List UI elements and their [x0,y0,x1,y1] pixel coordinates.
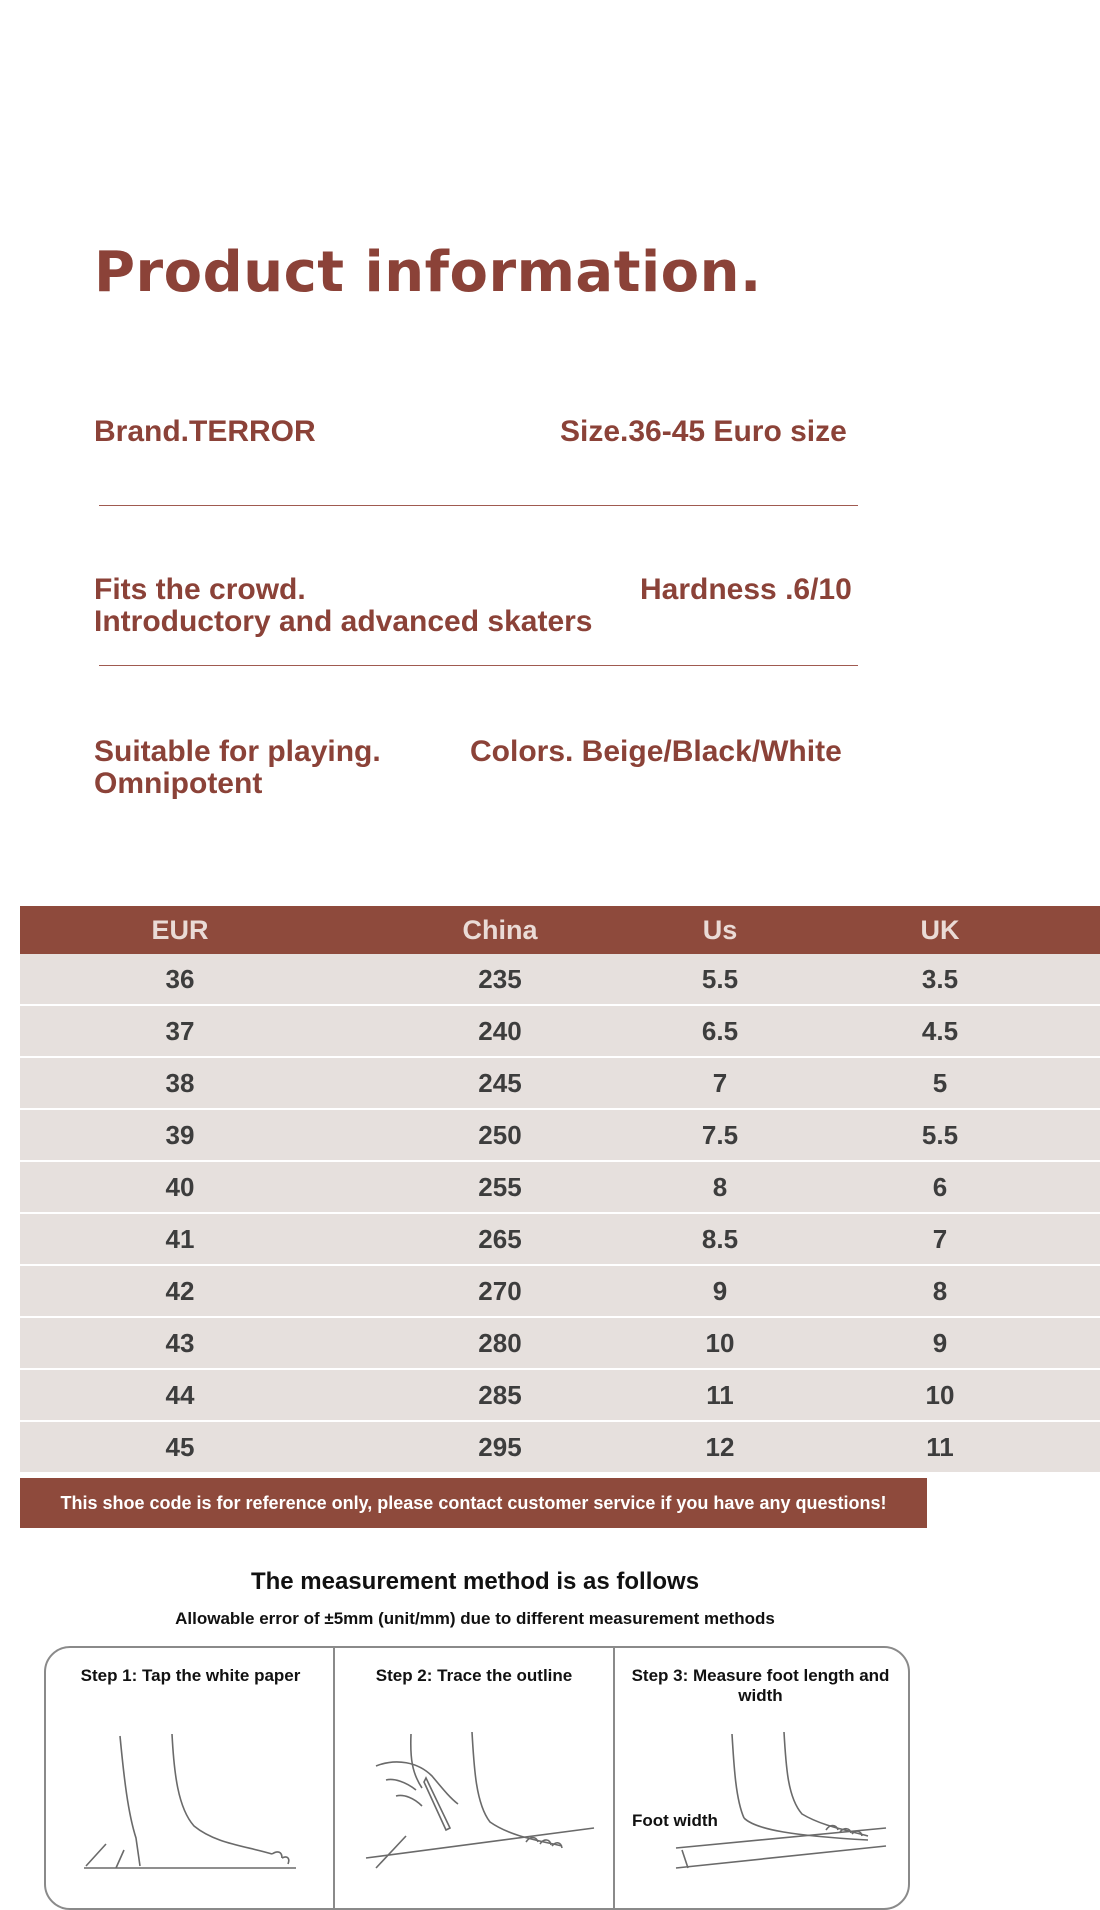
measure-foot-illustration [646,1718,896,1868]
step-3-label: Step 3: Measure foot length and width [631,1666,890,1705]
cell-china: 265 [340,1213,660,1265]
cell-us: 9 [660,1265,780,1317]
cell-china: 235 [340,954,660,1005]
cell-uk: 8 [780,1265,1100,1317]
page-title: Product information. [94,240,762,305]
table-row [20,954,1100,1005]
cell-us: 11 [660,1369,780,1421]
colors-info: Colors. Beige/Black/White [470,735,842,768]
cell-eur: 45 [20,1421,340,1473]
cell-china: 295 [340,1421,660,1473]
measurement-subtitle: Allowable error of ±5mm (unit/mm) due to different measurement methods [175,1609,775,1628]
cell-us: 6.5 [660,1005,780,1057]
trace-outline-illustration [366,1718,596,1868]
cell-china: 270 [340,1265,660,1317]
cell-uk: 3.5 [780,954,1100,1005]
header-us: Us [660,906,780,954]
cell-eur: 43 [20,1317,340,1369]
table-row [20,1109,1100,1161]
table-row [20,1421,1100,1473]
measurement-title: The measurement method is as follows [250,1568,700,1595]
table-row [20,1265,1100,1317]
cell-eur: 36 [20,954,340,1005]
cell-china: 280 [340,1317,660,1369]
cell-eur: 44 [20,1369,340,1421]
fits-crowd-value: Introductory and advanced skaters [94,605,593,638]
suitable-label: Suitable for playing. [94,735,381,768]
cell-uk: 6 [780,1161,1100,1213]
cell-us: 7.5 [660,1109,780,1161]
cell-uk: 11 [780,1421,1100,1473]
cell-eur: 40 [20,1161,340,1213]
cell-us: 7 [660,1057,780,1109]
cell-china: 245 [340,1057,660,1109]
cell-us: 8 [660,1161,780,1213]
header-uk: UK [780,906,1100,954]
cell-eur: 38 [20,1057,340,1109]
cell-china: 250 [340,1109,660,1161]
cell-uk: 4.5 [780,1005,1100,1057]
cell-uk: 5.5 [780,1109,1100,1161]
fits-crowd-label: Fits the crowd. [94,573,306,606]
cell-uk: 9 [780,1317,1100,1369]
divider-line [99,505,858,506]
reference-note: This shoe code is for reference only, please contact customer service if you have any questions! [20,1478,927,1528]
cell-eur: 41 [20,1213,340,1265]
cell-eur: 39 [20,1109,340,1161]
divider-line [99,665,858,666]
cell-us: 10 [660,1317,780,1369]
measurement-steps-panel [44,1646,910,1910]
cell-china: 255 [340,1161,660,1213]
step-divider [613,1648,615,1908]
cell-us: 8.5 [660,1213,780,1265]
cell-eur: 42 [20,1265,340,1317]
cell-us: 12 [660,1421,780,1473]
cell-china: 285 [340,1369,660,1421]
cell-uk: 7 [780,1213,1100,1265]
cell-us: 5.5 [660,954,780,1005]
header-eur: EUR [20,906,340,954]
foot-width-label: Foot width [632,1811,718,1830]
size-info: Size.36-45 Euro size [560,415,847,448]
brand-info: Brand.TERROR [94,415,316,448]
step-divider [333,1648,335,1908]
table-row [20,1317,1100,1369]
table-row [20,1213,1100,1265]
table-row [20,1005,1100,1057]
cell-uk: 10 [780,1369,1100,1421]
suitable-value: Omnipotent [94,767,263,800]
table-row [20,1369,1100,1421]
table-row [20,1161,1100,1213]
size-chart-header [20,906,1100,954]
foot-on-paper-illustration [76,1718,316,1868]
cell-uk: 5 [780,1057,1100,1109]
hardness-info: Hardness .6/10 [640,573,852,606]
cell-eur: 37 [20,1005,340,1057]
table-row [20,1057,1100,1109]
cell-china: 240 [340,1005,660,1057]
size-chart-table [20,906,1100,1474]
step-1-label: Step 1: Tap the white paper [80,1666,301,1685]
header-china: China [340,906,660,954]
step-2-label: Step 2: Trace the outline [375,1666,573,1685]
